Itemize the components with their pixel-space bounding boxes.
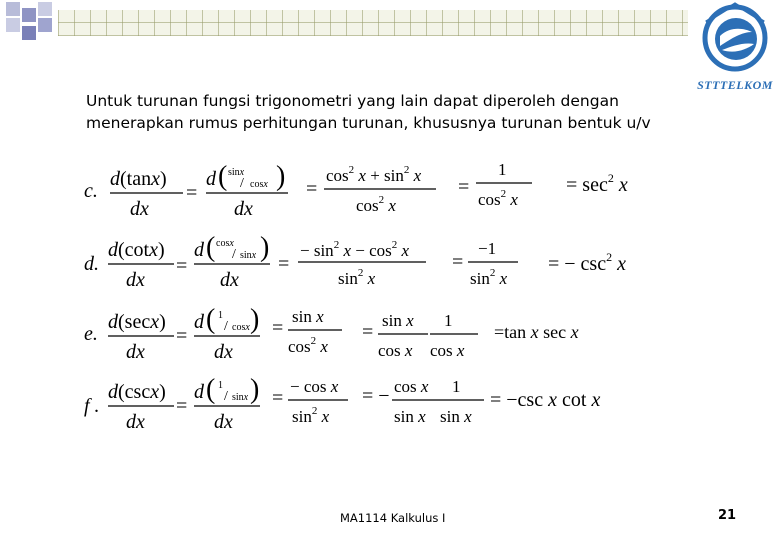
decor-square	[22, 8, 36, 22]
svg-text:e.: e.	[84, 323, 98, 345]
equation-f	[80, 368, 680, 434]
svg-text:f .: f .	[84, 395, 100, 417]
svg-text:=: =	[272, 387, 284, 409]
equation-d	[80, 226, 680, 292]
svg-text:=: =	[306, 178, 318, 200]
svg-text:(: (	[206, 374, 216, 405]
svg-text:sin x: sin x	[382, 311, 414, 330]
decor-square	[6, 18, 20, 32]
svg-text:dx: dx	[126, 341, 145, 363]
svg-text:dx: dx	[214, 341, 233, 363]
svg-text:d: d	[194, 311, 204, 333]
svg-text:d: d	[194, 239, 204, 261]
svg-text:= −: = −	[362, 385, 390, 407]
svg-text:1: 1	[444, 311, 453, 330]
svg-text:cos2 x: $\cos^2 x$	[478, 188, 518, 209]
svg-text:cos2 x: $\cos^2 x$	[288, 335, 328, 356]
svg-text:=: =	[272, 317, 284, 339]
svg-text:dx: dx	[214, 411, 233, 433]
svg-text:d(tanx): d(tanx)	[110, 168, 167, 190]
svg-text:dx: dx	[220, 269, 239, 291]
svg-text:d: d	[194, 381, 204, 403]
svg-text:cos x: cos x	[430, 341, 465, 360]
svg-text:sin2 x: $\sin^2 x$	[338, 267, 376, 288]
svg-text:=: =	[176, 255, 188, 277]
svg-text:1: 1	[218, 310, 223, 321]
equation-c	[80, 155, 680, 221]
svg-text:sin x: sin x	[440, 407, 472, 426]
svg-text:d(secx): d(secx)	[108, 311, 166, 333]
svg-text:/: /	[224, 389, 228, 404]
svg-text:sinx: sinx	[228, 167, 245, 178]
svg-text:cos x: cos x	[394, 377, 429, 396]
intro-line-1: Untuk turunan fungsi trigonometri yang lain dapat diperoleh dengan	[86, 92, 619, 110]
svg-text:cosx: cosx	[232, 322, 250, 333]
svg-text:dx: dx	[126, 411, 145, 433]
svg-text:1: 1	[498, 160, 507, 179]
svg-text:=: =	[452, 251, 464, 273]
svg-text:): )	[250, 374, 260, 405]
svg-text:): )	[260, 232, 270, 263]
svg-text:sinx: sinx	[240, 250, 257, 261]
svg-text:d.: d.	[84, 253, 99, 275]
svg-text:d: d	[206, 168, 216, 190]
svg-text:): )	[250, 304, 260, 335]
svg-text:(: (	[218, 161, 228, 192]
svg-text:− cos x: − cos x	[290, 377, 339, 396]
svg-text:1: 1	[218, 380, 223, 391]
svg-text:/: /	[240, 176, 244, 191]
svg-text:d(cotx): d(cotx)	[108, 239, 165, 261]
svg-text:cos2 x: $\cos^2 x$	[356, 194, 396, 215]
svg-text:): )	[276, 161, 286, 192]
footer-course: MA1114 Kalkulus I	[340, 511, 446, 525]
intro-line-2: menerapkan rumus perhitungan turunan, khususnya turunan bentuk u/v	[86, 114, 651, 132]
svg-text:=: =	[176, 325, 188, 347]
svg-text:sin2 x: $\sin^2 x$	[470, 267, 508, 288]
logo-text: STTTELKOM	[697, 78, 773, 92]
svg-text:c.: c.	[84, 180, 98, 202]
svg-text:cosx: cosx	[216, 238, 234, 249]
svg-text:dx: dx	[126, 269, 145, 291]
svg-text:−1: −1	[478, 239, 497, 258]
intro-text	[86, 90, 676, 134]
svg-text:sin2 x: $\sin^2 x$	[292, 405, 330, 426]
page-number: 21	[718, 508, 737, 523]
svg-text:sin x: sin x	[292, 307, 324, 326]
equation-e	[80, 298, 680, 364]
svg-text:cosx: cosx	[250, 179, 268, 190]
svg-text:= − csc2 x: = − $\csc^2 x$	[548, 250, 626, 275]
svg-text:=tan x sec x: =tan x sec x	[494, 322, 579, 342]
header-bar	[58, 10, 688, 36]
svg-text:(: (	[206, 232, 216, 263]
svg-text:dx: dx	[234, 198, 253, 220]
decor-square	[6, 2, 20, 16]
svg-text:d(cscx): d(cscx)	[108, 381, 166, 403]
svg-text:(: (	[206, 304, 216, 335]
svg-text:/: /	[232, 247, 236, 262]
svg-text:sin x: sin x	[394, 407, 426, 426]
svg-text:=: =	[362, 321, 374, 343]
svg-text:dx: dx	[130, 198, 149, 220]
svg-text:= sec2 x: = $\sec^2 x$	[566, 171, 628, 196]
decor-square	[22, 26, 36, 40]
decor-square	[38, 18, 52, 32]
svg-text:− sin2 x − cos2 x: − $\sin^2 x - \cos^2 x$	[300, 239, 410, 260]
svg-text:/: /	[224, 319, 228, 334]
decor-square	[38, 2, 52, 16]
svg-text:=: =	[278, 253, 290, 275]
svg-text:sinx: sinx	[232, 392, 249, 403]
svg-text:=: =	[176, 395, 188, 417]
svg-text:cos2 x + sin2 x: $\cos^2 x + \sin^2 x$	[326, 164, 422, 185]
svg-text:=: =	[458, 176, 470, 198]
svg-text:=: =	[186, 182, 198, 204]
svg-text:= −csc x cot x: = −csc x cot x	[490, 389, 601, 411]
svg-text:1: 1	[452, 377, 461, 396]
svg-text:cos x: cos x	[378, 341, 413, 360]
